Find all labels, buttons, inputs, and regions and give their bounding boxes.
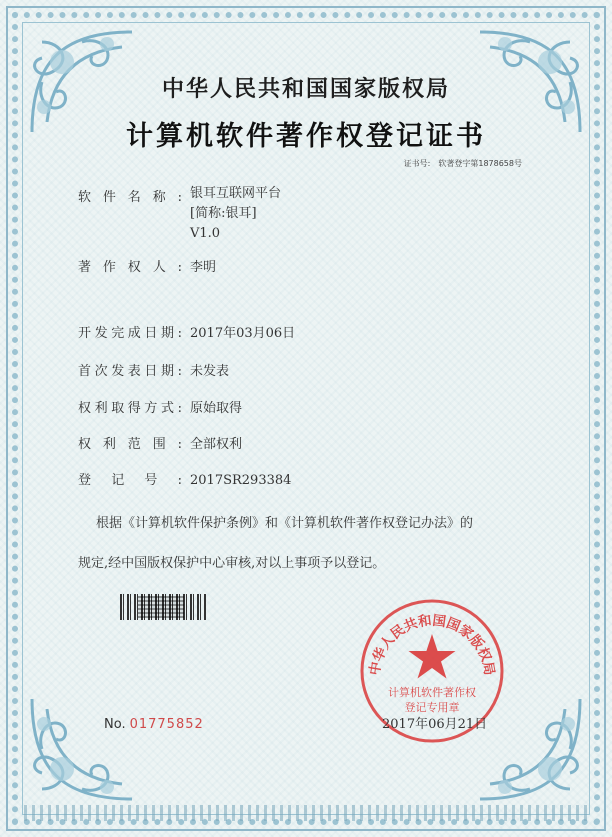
certificate-number bbox=[396, 158, 522, 169]
issuing-agency: 中华人民共和国国家版权局 bbox=[161, 76, 450, 102]
issue-date: 2017年06月21日 bbox=[382, 717, 488, 732]
serial-number bbox=[104, 717, 204, 732]
cert-no-value: 软著登字第1878658号 bbox=[438, 159, 522, 168]
seal-ring-text: 中华人民共和国国家版权局 bbox=[366, 612, 498, 677]
certificate-title: 计算机软件著作权登记证书 bbox=[126, 121, 486, 152]
serial-value: 01775852 bbox=[129, 717, 204, 732]
seal-inner-line2: 登记专用章 bbox=[404, 701, 460, 714]
pub-date-label: 首次发表日期: bbox=[78, 364, 182, 379]
software-name-label: 软件名称: bbox=[78, 190, 182, 205]
pub-date-row bbox=[78, 360, 229, 379]
acquisition-value: 原始取得 bbox=[190, 401, 243, 416]
serial-label: No. bbox=[104, 717, 126, 732]
pub-date-value: 未发表 bbox=[190, 364, 230, 379]
qr-code-icon bbox=[138, 596, 184, 618]
registration-row bbox=[78, 469, 291, 488]
acquisition-label: 权利取得方式: bbox=[78, 401, 182, 416]
owner-row bbox=[78, 256, 216, 275]
dev-date-value: 2017年03月06日 bbox=[190, 326, 296, 341]
software-name-row bbox=[78, 186, 190, 205]
owner-value: 李明 bbox=[190, 260, 217, 275]
scope-value: 全部权利 bbox=[190, 437, 243, 452]
seal-inner-line1: 计算机软件著作权 bbox=[388, 686, 476, 699]
registration-label: 登记号: bbox=[78, 473, 182, 488]
software-name-line1: 银耳互联网平台 bbox=[190, 186, 282, 201]
dev-date-label: 开发完成日期: bbox=[78, 326, 182, 341]
cert-no-label: 证书号: bbox=[403, 159, 431, 168]
dev-date-row bbox=[78, 322, 295, 341]
owner-label: 著作权人: bbox=[78, 260, 182, 275]
scope-label: 权利范围: bbox=[78, 437, 182, 452]
star-icon bbox=[409, 634, 456, 679]
software-name-value bbox=[190, 184, 281, 244]
corner-ornament-icon bbox=[22, 689, 172, 809]
registration-value: 2017SR293384 bbox=[190, 473, 292, 488]
software-name-line2: [简称:银耳] bbox=[190, 206, 257, 221]
software-name-line3: V1.0 bbox=[190, 226, 221, 241]
acquisition-row bbox=[78, 397, 242, 416]
scope-row bbox=[78, 433, 242, 452]
body-line-1: 根据《计算机软件保护条例》和《计算机软件著作权登记办法》的 bbox=[96, 516, 474, 531]
body-line-2: 规定,经中国版权保护中心审核,对以上事项予以登记。 bbox=[78, 556, 386, 571]
